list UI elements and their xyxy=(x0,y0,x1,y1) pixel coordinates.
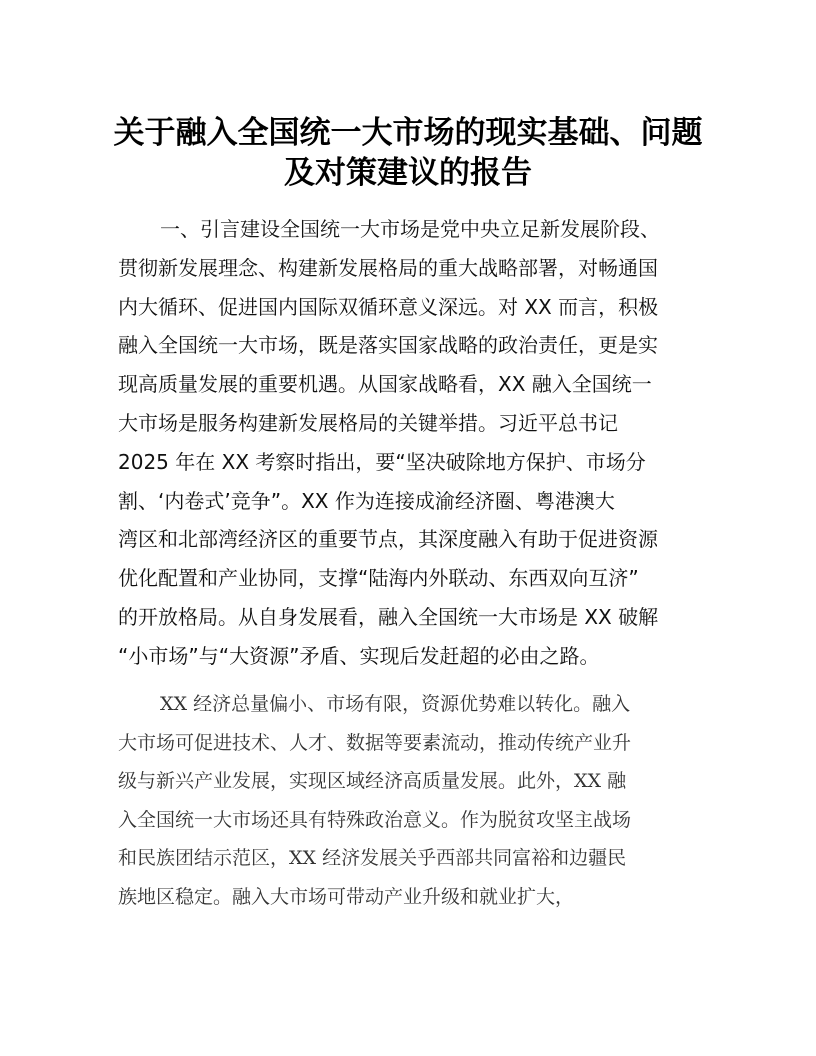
text-line: 2025 年在 XX 考察时指出，要“坚决破除地方保护、市场分 xyxy=(118,449,646,474)
text-line: 族地区稳定。融入大市场可带动产业升级和就业扩大， xyxy=(118,885,575,908)
text-line: 和民族团结示范区，XX 经济发展关乎西部共同富裕和边疆民 xyxy=(118,847,627,869)
text-line: 内大循环、促进国内国际双循环意义深远。对 XX 而言，积极 xyxy=(118,294,659,319)
document-title xyxy=(100,113,716,193)
paragraph-introduction xyxy=(118,210,703,676)
title-line-2: 及对策建议的报告 xyxy=(284,155,532,191)
title-line-1: 关于融入全国统一大市场的现实基础、问题 xyxy=(113,115,703,151)
text-line: 一、引言建设全国统一大市场是党中央立足新发展阶段、 xyxy=(160,217,660,241)
text-line: 入全国统一大市场还具有特殊政治意义。作为脱贫攻坚主战场 xyxy=(118,808,632,831)
text-line: 优化配置和产业协同，支撑“陆海内外联动、东西双向互济” xyxy=(118,566,639,591)
text-line: 湾区和北部湾经济区的重要节点，其深度融入有助于促进资源 xyxy=(118,527,658,552)
text-line: XX 经济总量偏小、市场有限，资源优势难以转化。融入 xyxy=(160,693,631,715)
paragraph-economy xyxy=(118,685,703,916)
text-line: 大市场是服务构建新发展格局的关键举措。习近平总书记 xyxy=(118,410,618,435)
text-line: 贯彻新发展理念、构建新发展格局的重大战略部署，对畅通国 xyxy=(118,255,658,280)
text-line: 融入全国统一大市场，既是落实国家战略的政治责任，更是实 xyxy=(118,333,658,358)
text-line: “小市场”与“大资源”矛盾、实现后发赶超的必由之路。 xyxy=(118,643,600,668)
text-line: 割、‘内卷式’竞争”。XX 作为连接成渝经济圈、粤港澳大 xyxy=(118,488,615,513)
text-line: 大市场可促进技术、人才、数据等要素流动，推动传统产业升 xyxy=(118,731,632,754)
text-line: 的开放格局。从自身发展看，融入全国统一大市场是 XX 破解 xyxy=(118,604,659,629)
text-line: 级与新兴产业发展，实现区域经济高质量发展。此外，XX 融 xyxy=(118,770,627,792)
text-line: 现高质量发展的重要机遇。从国家战略看，XX 融入全国统一 xyxy=(118,372,652,397)
